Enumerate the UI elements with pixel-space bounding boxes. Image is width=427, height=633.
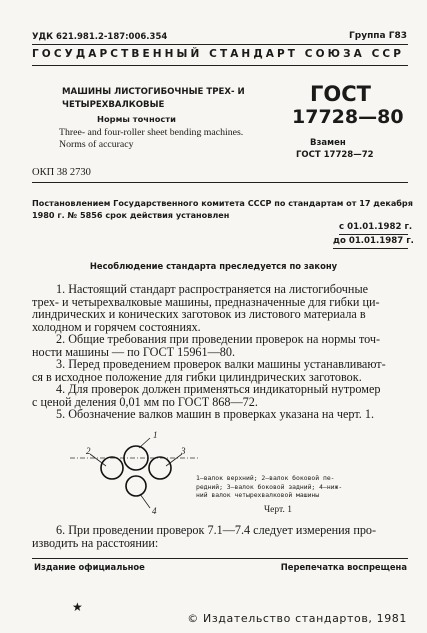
- gost-label: ГОСТ: [310, 82, 371, 106]
- title-ru-line2: ЧЕТЫРЕХВАЛКОВЫЕ: [62, 100, 165, 110]
- legend-line: ний валок четырехвалковой машины: [196, 491, 320, 500]
- to-date-underline: [333, 248, 408, 249]
- roller-bottom: [126, 476, 146, 496]
- standard-banner: ГОСУДАРСТВЕННЫЙ СТАНДАРТ СОЮЗА ССР: [32, 48, 405, 60]
- figure-label-4: 4: [152, 506, 157, 516]
- paragraph-line: 5. Обозначение валков машин в проверках указана на черт. 1.: [56, 407, 375, 421]
- from-date-underline: [339, 234, 408, 235]
- paragraph-2: [32, 333, 412, 358]
- edition-label: Издание официальное: [34, 562, 145, 572]
- figure-label-3: 3: [181, 446, 186, 456]
- group-code: Группа Г83: [349, 31, 407, 41]
- subtitle-ru: Нормы точности: [97, 114, 176, 124]
- decree-from-date: с 01.01.1982 г.: [339, 222, 413, 232]
- figure-label-2: 2: [86, 446, 91, 456]
- paragraph-line: 1. Настоящий стандарт распространяется на листогибочные: [56, 282, 369, 296]
- decree-line2: 1980 г. № 5856 срок действия установлен: [32, 210, 230, 220]
- footer-rule: [32, 558, 408, 559]
- paragraph-1: [32, 283, 412, 333]
- paragraph-line: ся в исходное положение для гибки цилиндрических заготовок.: [32, 369, 362, 384]
- decree-to-date: до 01.01.1987 г.: [333, 236, 414, 246]
- rollers-diagram: [60, 436, 210, 516]
- replaces-label: Взамен: [310, 138, 346, 148]
- paragraph-line: 4. Для проверок должен применяться индикаторный нутромер: [56, 382, 381, 396]
- paragraph-3: [32, 358, 412, 383]
- paragraph-line: трех- и четырехвалковые машины, предназначенные для гибки ци-: [32, 294, 380, 309]
- legend-line: редний; 3—валок боковой задний; 4—ниж-: [196, 482, 343, 491]
- header-rule-bottom: [32, 65, 408, 66]
- roller-side-front: [101, 457, 123, 479]
- paragraph-4: [32, 383, 412, 408]
- figure-legend: [196, 474, 342, 500]
- udk-code: УДК 621.981.2-187:006.354: [32, 32, 168, 42]
- paragraph-5: [32, 408, 412, 421]
- legend-line: 1—валок верхний; 2—валок боковой пе-: [196, 474, 335, 482]
- paragraph-line: холодном и горячем состояниях.: [32, 319, 201, 334]
- title-ru-line1: МАШИНЫ ЛИСТОГИБОЧНЫЕ ТРЕХ- И: [62, 87, 245, 97]
- title-en-line1: Three- and four-roller sheet bending machines.: [59, 127, 244, 138]
- paragraph-line: линдрических и конических заготовок из листового материала в: [32, 307, 366, 322]
- roller-side-rear: [149, 457, 171, 479]
- paragraph-line: ности машины — по ГОСТ 15961—80.: [32, 344, 236, 359]
- decree-line1: Постановлением Государственного комитета СССР по стандартам от 17 декабря: [32, 198, 413, 208]
- figure-label-1: 1: [153, 430, 158, 440]
- paragraph-line: с ценой деления 0,01 мм по ГОСТ 868—72.: [32, 394, 258, 409]
- title-en-line2: Norms of accuracy: [59, 139, 134, 150]
- okp-rule: [32, 182, 408, 183]
- copyright: © Издательство стандартов, 1981: [187, 612, 407, 625]
- leader-line-4: [140, 494, 150, 508]
- header-rule-top: [32, 44, 408, 45]
- paragraph-line: изводить на расстоянии:: [32, 535, 159, 550]
- reprint-notice: Перепечатка воспрещена: [280, 562, 407, 572]
- paragraph-line: 2. Общие требования при проведении проверок на нормы точ-: [56, 332, 381, 346]
- figure-caption: Черт. 1: [264, 505, 292, 515]
- replaces-value: ГОСТ 17728—72: [296, 150, 374, 160]
- paragraph-line: 6. При проведении проверок 7.1—7.4 следует измерения про-: [56, 523, 377, 537]
- star-mark: ★: [72, 600, 83, 614]
- paragraph-6: [32, 524, 412, 549]
- gost-number: 17728—80: [292, 106, 404, 128]
- leader-line-1: [139, 438, 150, 448]
- paragraph-line: 3. Перед проведением проверок валки машины устанавливают-: [56, 357, 386, 371]
- okp-code: ОКП 38 2730: [32, 167, 91, 178]
- law-notice: Несоблюдение стандарта преследуется по закону: [89, 261, 338, 271]
